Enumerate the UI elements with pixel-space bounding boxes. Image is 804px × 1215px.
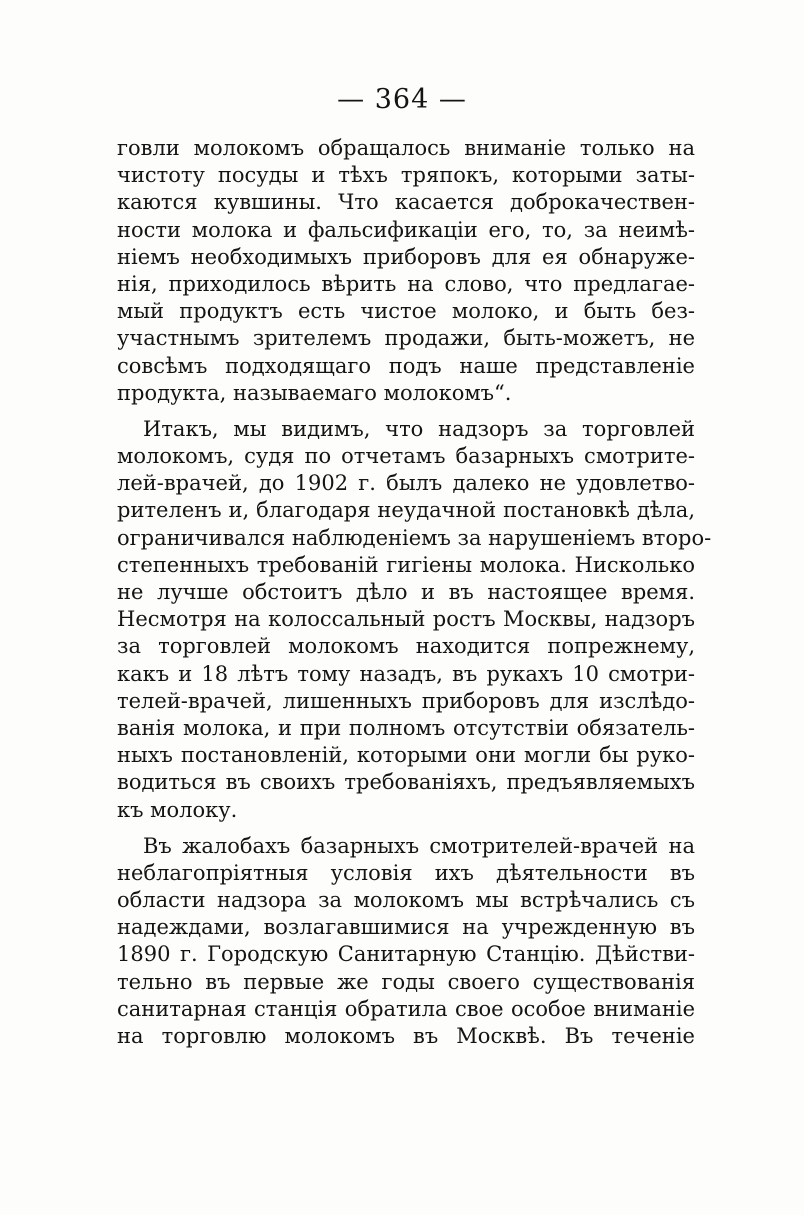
body-text bbox=[117, 135, 712, 1050]
text-line: 1890 г. Городскую Санитарную Станцію. Дѣйстви- bbox=[117, 942, 695, 967]
paragraph-2 bbox=[117, 416, 712, 824]
text-line: каются кувшины. Что касается доброкачествен- bbox=[117, 190, 695, 215]
page-number: — 364 — bbox=[337, 84, 467, 115]
text-line: чистоту посуды и тѣхъ тряпокъ, которыми заты- bbox=[117, 163, 695, 188]
text-line: молокомъ, судя по отчетамъ базарныхъ смотрите- bbox=[117, 444, 695, 469]
text-line: Итакъ, мы видимъ, что надзоръ за торговлей bbox=[143, 416, 695, 441]
text-line: Несмотря на колоссальный ростъ Москвы, надзоръ bbox=[117, 607, 695, 632]
text-line: участнымъ зрителемъ продажи, быть-можетъ, не bbox=[117, 326, 695, 351]
text-line: ванія молока, и при полномъ отсутствіи обязатель- bbox=[117, 715, 695, 740]
text-line: продукта, называемаго молокомъ“. bbox=[117, 380, 512, 405]
text-line: рителенъ и, благодаря неудачной постановкѣ дѣла, bbox=[117, 498, 695, 523]
paragraph-1 bbox=[117, 135, 695, 407]
text-line: за торговлей молокомъ находится попрежнему, bbox=[117, 634, 695, 659]
text-line: ніемъ необходимыхъ приборовъ для ея обнаруже- bbox=[117, 244, 695, 269]
text-line: водиться въ своихъ требованіяхъ, предъявляемыхъ bbox=[117, 770, 695, 795]
text-line: телей-врачей, лишенныхъ приборовъ для изслѣдо- bbox=[117, 688, 695, 713]
text-line: къ молоку. bbox=[117, 797, 238, 822]
text-line: санитарная станція обратила свое особое вниманіе bbox=[117, 996, 695, 1021]
text-line: совсѣмъ подходящаго подъ наше представленіе bbox=[117, 353, 695, 378]
text-line: ности молока и фальсификаціи его, то, за неимѣ- bbox=[117, 217, 695, 242]
text-line: ограничивался наблюденіемъ за нарушеніемъ второ- bbox=[117, 525, 712, 550]
text-line: степенныхъ требованій гигіены молока. Нисколько bbox=[117, 552, 695, 577]
text-line: неблагопріятныя условія ихъ дѣятельности въ bbox=[117, 860, 695, 885]
text-line: ныхъ постановленій, которыми они могли бы руко- bbox=[117, 743, 695, 768]
text-line: не лучше обстоитъ дѣло и въ настоящее время. bbox=[117, 580, 695, 604]
text-line: какъ и 18 лѣтъ тому назадъ, въ рукахъ 10 смотри- bbox=[117, 661, 695, 686]
text-line: на торговлю молокомъ въ Москвѣ. Въ теченіе bbox=[117, 1024, 695, 1048]
text-line: говли молокомъ обращалось вниманіе только на bbox=[117, 136, 695, 160]
text-line: тельно въ первые же годы своего существованія bbox=[117, 969, 695, 994]
text-line: мый продуктъ есть чистое молоко, и быть без- bbox=[117, 299, 695, 324]
text-line: лей-врачей, до 1902 г. былъ далеко не удовлетво- bbox=[117, 471, 695, 496]
text-line: области надзора за молокомъ мы встрѣчались съ bbox=[117, 888, 695, 913]
text-line: надеждами, возлагавшимися на учрежденную въ bbox=[117, 915, 695, 940]
paragraph-3 bbox=[117, 833, 695, 1051]
text-line: Въ жалобахъ базарныхъ смотрителей-врачей на bbox=[143, 833, 695, 858]
text-line: нія, приходилось вѣрить на слово, что предлагае- bbox=[117, 271, 695, 296]
